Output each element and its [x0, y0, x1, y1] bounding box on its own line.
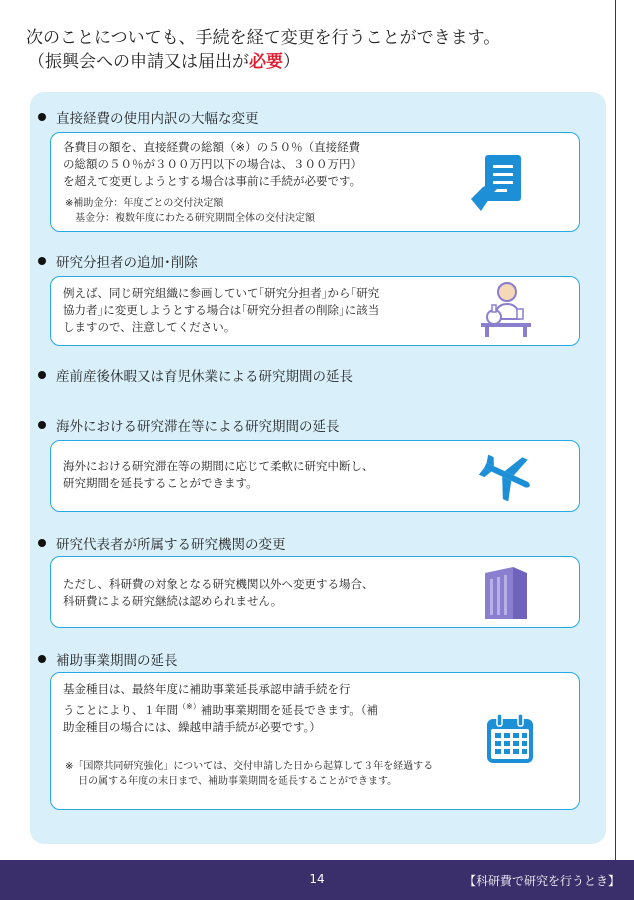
note-marker: （※）	[178, 702, 201, 711]
body-line: 研究期間を延長することができます。	[63, 476, 258, 490]
section-heading-text: 補助事業期間の延長	[56, 653, 178, 669]
section-box	[50, 440, 580, 512]
section-heading	[38, 110, 259, 128]
section-box	[50, 276, 580, 346]
body-line: 例えば、同じ研究組織に参画していて｢研究分担者｣から｢研究	[63, 286, 380, 300]
section-body	[63, 681, 378, 736]
header-line-2-prefix: （振興会への申請又は届出が	[28, 52, 249, 72]
section-heading	[38, 368, 353, 386]
body-line: 海外における研究滞在等の期間に応じて柔軟に研究中断し、	[63, 459, 374, 473]
page-footer	[0, 860, 634, 900]
section-body	[63, 576, 374, 610]
body-line: 助金種目の場合には、繰越申請手続が必要です。）	[63, 719, 321, 734]
section-heading	[38, 536, 286, 554]
page-header	[26, 26, 606, 74]
body-line: の総額の５０％が３００万円以下の場合は、３００万円）	[63, 157, 362, 171]
section-body	[63, 285, 379, 336]
note-line: 基金分：複数年度にわたる研究期間全体の交付決定額	[65, 213, 315, 224]
building-icon	[481, 565, 531, 621]
section-heading-text: 研究分担者の追加･削除	[56, 255, 198, 271]
document-hand-icon	[469, 153, 527, 215]
bullet-icon	[38, 371, 46, 379]
section-body	[63, 458, 374, 492]
section-note	[65, 196, 315, 226]
section-box	[50, 132, 580, 232]
bullet-icon	[38, 257, 46, 265]
bullet-icon	[38, 539, 46, 547]
body-line	[63, 698, 378, 719]
section-body	[63, 139, 362, 190]
header-line-2	[28, 50, 606, 74]
airplane-icon	[479, 451, 537, 501]
researcher-icon	[477, 279, 535, 341]
section-box	[50, 672, 580, 810]
body-line: 協力者｣に変更しようとする場合は｢研究分担者の削除｣に該当	[63, 303, 380, 317]
section-heading-text: 直接経費の使用内訳の大幅な変更	[56, 111, 259, 127]
content-panel	[30, 92, 606, 844]
section-note	[65, 759, 433, 789]
footer-title: 【科研費で研究を行うとき】	[463, 874, 620, 888]
section-heading	[38, 652, 178, 670]
bullet-icon	[38, 421, 46, 429]
body-line-part: うことにより、１年間	[63, 702, 178, 717]
section-heading-text: 研究代表者が所属する研究機関の変更	[56, 537, 286, 553]
section-heading	[38, 254, 198, 272]
bullet-icon	[38, 655, 46, 663]
body-line: 科研費による研究継続は認められません。	[63, 594, 283, 608]
header-line-2-suffix: ）	[283, 52, 300, 72]
page-number: 14	[309, 872, 325, 886]
bullet-icon	[38, 113, 46, 121]
calendar-icon	[485, 713, 535, 765]
header-line-1: 次のことについても、手続を経て変更を行うことができます。	[26, 28, 501, 48]
section-heading-text: 海外における研究滞在等による研究期間の延長	[56, 419, 340, 435]
body-line: 基金種目は、最終年度に補助事業延長承認申請手続を行	[63, 682, 351, 696]
body-line: ただし、科研費の対象となる研究機関以外へ変更する場合、	[63, 577, 374, 591]
section-heading-text: 産前産後休暇又は育児休業による研究期間の延長	[56, 369, 353, 385]
required-emphasis: 必要	[249, 52, 283, 72]
note-line: ※補助金分：年度ごとの交付決定額	[65, 198, 224, 209]
note-line: ※「国際共同研究強化」については、交付申請した日から起算して３年を経過する	[65, 761, 434, 772]
section-heading	[38, 418, 340, 436]
body-line: 各費目の額を、直接経費の総額（※）の５０％（直接経費	[63, 140, 361, 154]
body-line-part: 補助事業期間を延長できます。（補	[200, 702, 379, 717]
note-line: 日の属する年度の末日まで、補助事業期間を延長することができます。	[65, 776, 398, 787]
section-box	[50, 556, 580, 628]
body-line: しますので、注意してください。	[63, 320, 236, 334]
body-line: を超えて変更しようとする場合は事前に手続が必要です。	[63, 174, 362, 188]
page-edge-rule	[615, 0, 616, 860]
